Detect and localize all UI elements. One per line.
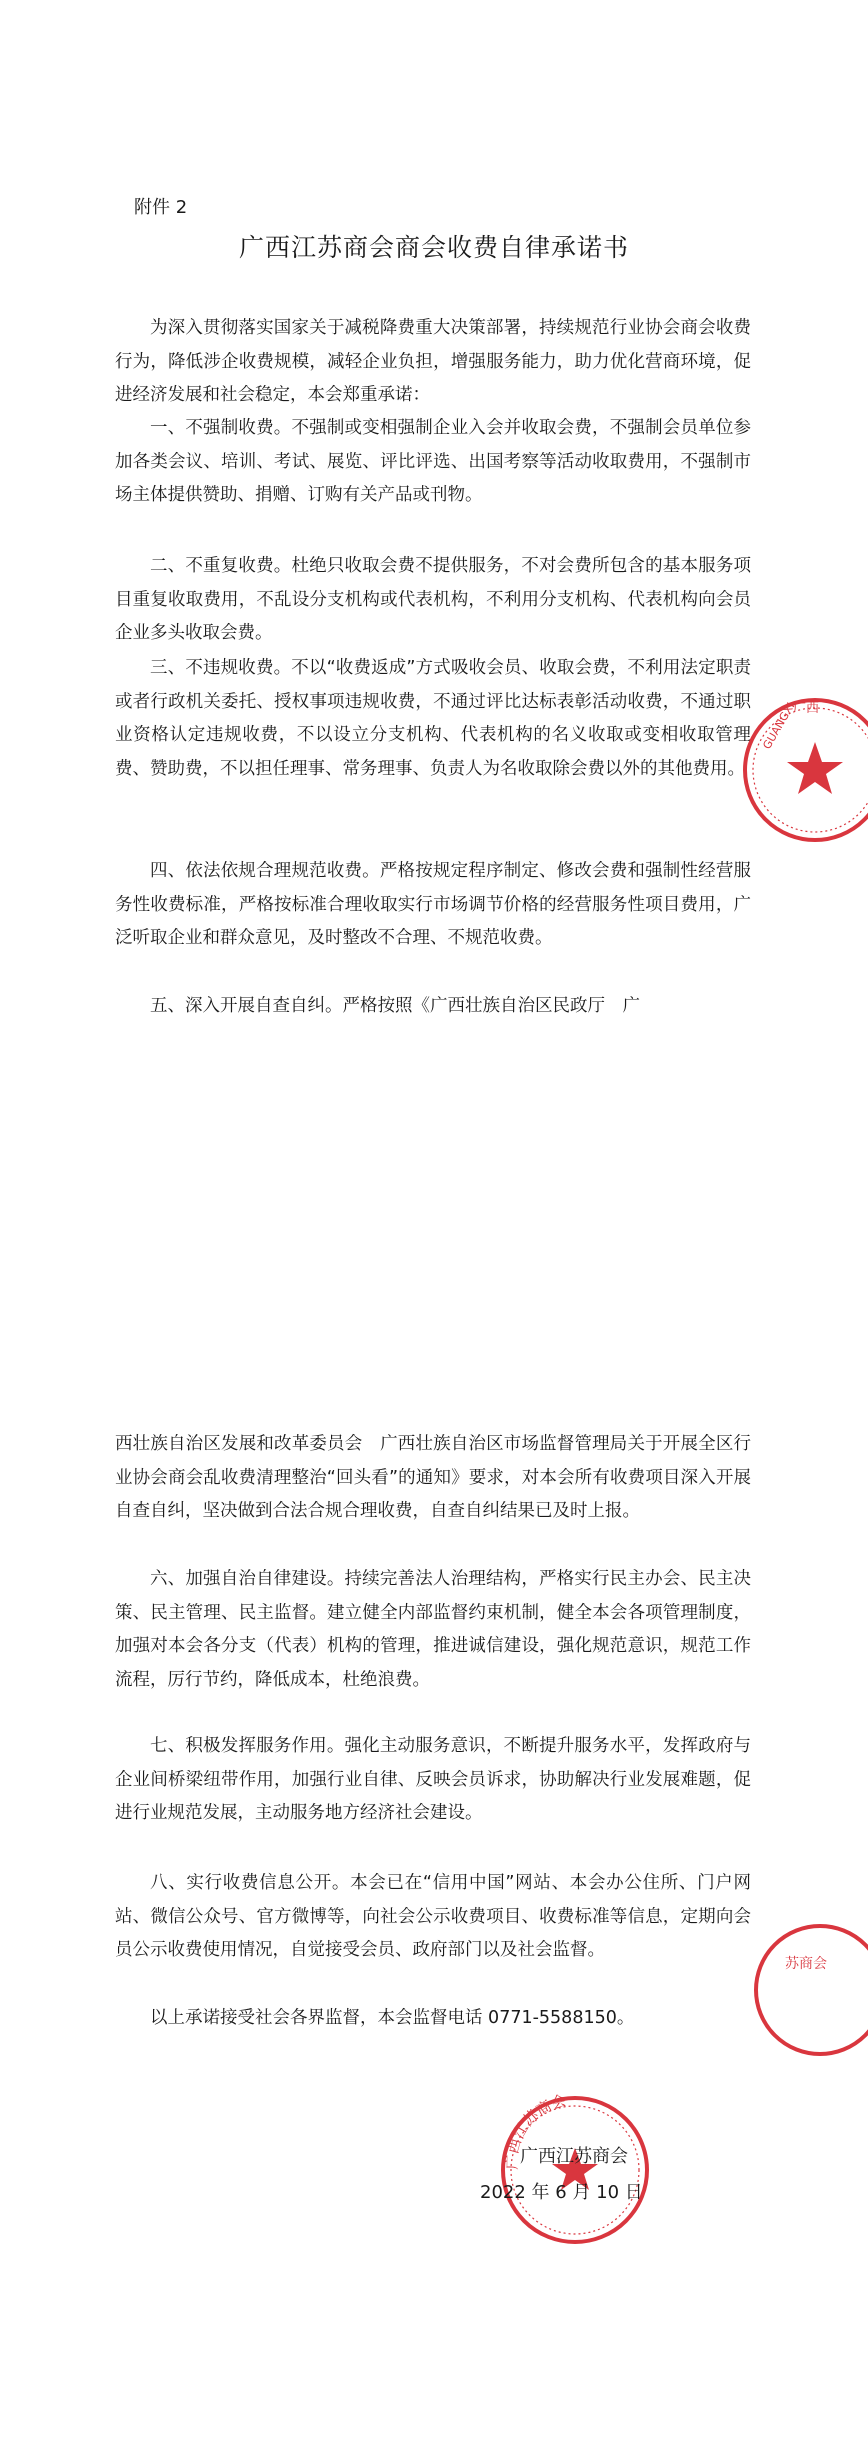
section-2-paragraph: 二、不重复收费。杜绝只收取会费不提供服务，不对会费所包含的基本服务项目重复收取费用，不乱设分支机构或代表机构，不利用分支机构、代表机构向会员企业多头收取会费。 [115,556,751,643]
official-seal-partial [735,690,868,850]
signature-organization: 广西江苏商会 [520,2146,628,2167]
section-7-paragraph: 七、积极发挥服务作用。强化主动服务意识，不断提升服务水平，发挥政府与企业间桥梁纽带作用，加强行业自律、反映会员诉求，协助解决行业发展难题，促进行业规范发展，主动服务地方经济社会建设。 [115,1736,751,1823]
signature-date: 2022 年 6 月 10 日 [480,2182,643,2203]
document-page-2 [0,1230,868,2454]
official-seal [495,2090,655,2250]
section-6-paragraph: 六、加强自治自律建设。持续完善法人治理结构，严格实行民主办会、民主决策、民主管理、民主监督。建立健全内部监督约束机制，健全本会各项管理制度，加强对本会各分支（代表）机构的管理，推进诚信建设，强化规范意识，规范工作流程，厉行节约，降低成本，杜绝浪费。 [115,1569,751,1690]
star-icon [787,742,843,794]
section-5-paragraph-start: 五、深入开展自查自纠。严格按照《广西壮族自治区民政厅 广 [150,996,640,1016]
intro-paragraph: 为深入贯彻落实国家关于减税降费重大决策部署，持续规范行业协会商会收费行为，降低涉企收费规模，减轻企业负担，增强服务能力，助力优化营商环境，促进经济发展和社会稳定，本会郑重承诺： [115,318,751,405]
official-seal-partial-2 [735,1920,868,2060]
supervision-paragraph: 以上承诺接受社会各界监督，本会监督电话 0771-5588150。 [150,2008,635,2028]
section-1-paragraph: 一、不强制收费。不强制或变相强制企业入会并收取会费，不强制会员单位参加各类会议、培训、考试、展览、评比评选、出国考察等活动收取费用，不强制市场主体提供赞助、捐赠、订购有关产品或刊物。 [115,418,751,505]
section-4-paragraph: 四、依法依规合理规范收费。严格按规定程序制定、修改会费和强制性经营服务性收费标准，严格按标准合理收取实行市场调节价格的经营服务性项目费用，广泛听取企业和群众意见，及时整改不合理、不规范收费。 [115,861,751,948]
section-3-paragraph: 三、不违规收费。不以“收费返成”方式吸收会员、收取会费，不利用法定职责或者行政机关委托、授权事项违规收费，不通过评比达标表彰活动收费，不通过职业资格认定违规收费，不以设立分支机构、代表机构的名义收取或变相收取管理费、赞助费，不以担任理事、常务理事、负责人为名收取除会费以外的其他费用。 [115,658,751,779]
svg-text:苏商会: 苏商会 [785,1956,827,1972]
document-title: 广西江苏商会商会收费自律承诺书 [238,233,629,262]
section-8-paragraph: 八、实行收费信息公开。本会已在“信用中国”网站、本会办公住所、门户网站、微信公众号、官方微博等，向社会公示收费项目、收费标准等信息，定期向会员公示收费使用情况，自觉接受会员、政府部门以及社会监督。 [115,1873,751,1960]
svg-text:GUANGXI: GUANGXI [760,700,798,752]
section-5-paragraph-cont: 西壮族自治区发展和改革委员会 广西壮族自治区市场监督管理局关于开展全区行业协会商会乱收费清理整治“回头看”的通知》要求，对本会所有收费项目深入开展自查自纠，坚决做到合法合规合理收费，自查自纠结果已及时上报。 [115,1434,751,1521]
svg-text:广西: 广西 [793,701,820,716]
svg-text:广西江苏商会: 广西江苏商会 [502,2091,569,2170]
annex-label: 附件 2 [134,197,188,218]
